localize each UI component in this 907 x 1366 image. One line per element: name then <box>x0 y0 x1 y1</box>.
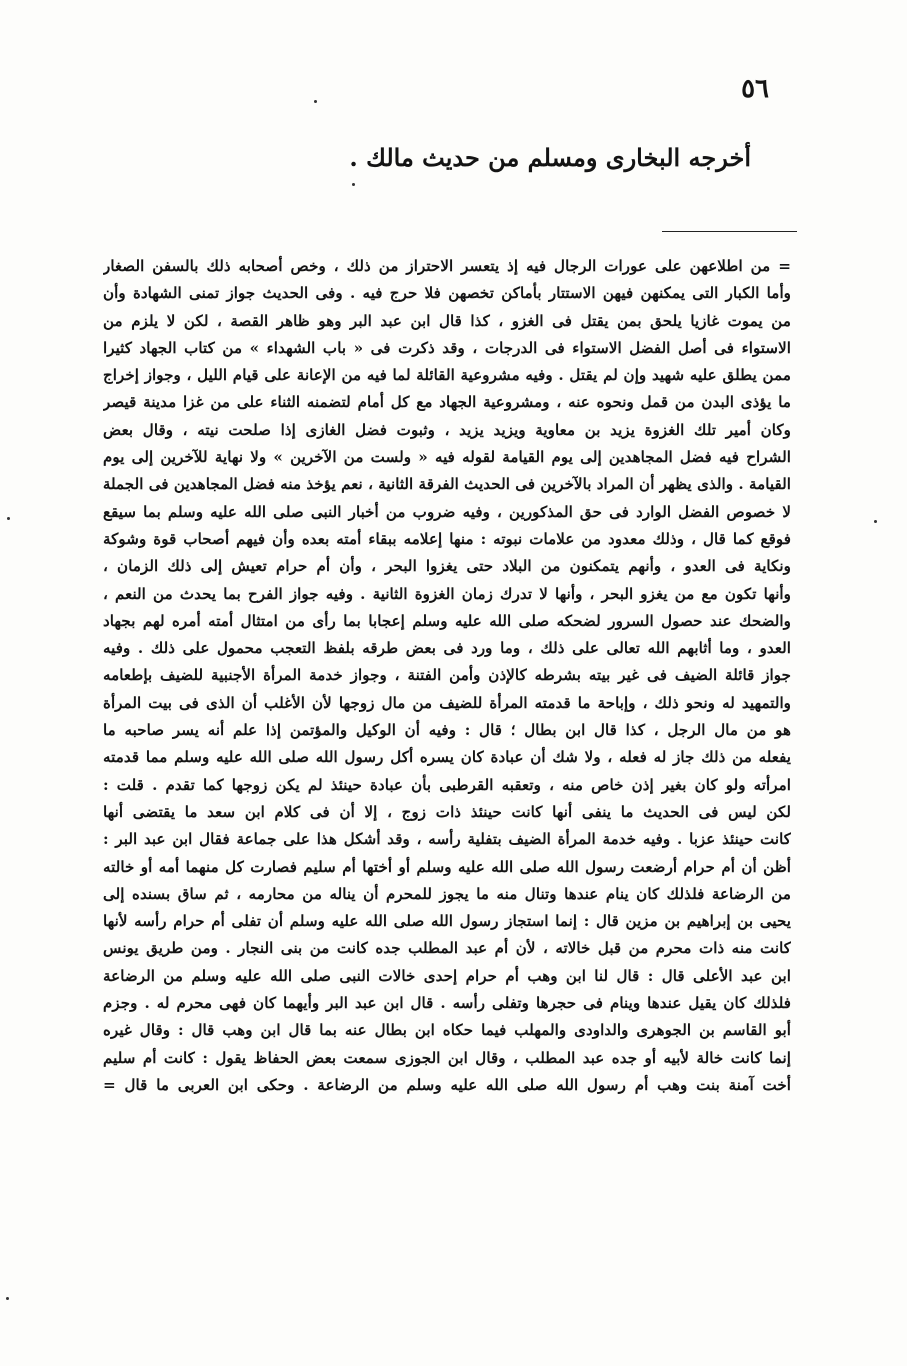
footnote-line: لا خصوص الفضل الوارد فى حق المذكورين ، وفيه ضروب من أخبار النبى صلى الله عليه وسلم بما سيقع <box>103 502 791 521</box>
footnote-line: والتمهيد له ونحو ذلك ، وإباحة ما قدمته المرأة للضيف من مال زوجها لأن الأغلب أن الذى فى بيت المرأة <box>103 693 791 712</box>
footnote-line: يفعله من ذلك جاز له فعله ، ولا شك أن عبادة كان يسره أكل رسول الله صلى الله عليه وسلم مما قدمته <box>103 748 791 767</box>
footnotes <box>103 253 791 1099</box>
footnote-line: فلذلك كان يقيل عندها وينام فى حجرها وتفلى رأسه . قال ابن عبد البر وأيهما كان فهى محرم له . وجزم <box>103 994 791 1013</box>
footnote-line: فوقع كما قال ، وذلك معدود من علامات نبوته : منها إعلامه ببقاء أمته بعده وأن فيهم أصحاب قوة وشوكة <box>103 529 791 548</box>
footnote-line: ما يؤذى البدن من قمل ونحوه عنه ، ومشروعية الجهاد مع كل أمام لتضمنه الثناء على من غزا مدينة قيصر <box>103 393 791 412</box>
scan-speck <box>314 100 317 103</box>
footnote-line: جواز قائلة الضيف فى غير بيته بشرطه كالإذن وأمن الفتنة ، وجواز خدمة المرأة الأجنبية للضيف بإطعامه <box>103 666 791 685</box>
footnote-line: هو من مال الرجل ، كذا قال ابن بطال ؛ قال : وفيه أن الوكيل والمؤتمن إذا علم أنه يسر صاحبه ما <box>103 721 791 740</box>
footnote-line: أخت آمنة بنت وهب أم رسول الله صلى الله عليه وسلم من الرضاعة . وحكى ابن العربى ما قال = <box>103 1075 791 1094</box>
footnote-line: وكان أمير تلك الغزوة يزيد بن معاوية ويزيد يزيد ، وثبوت فضل الغازى إذا صلحت نيته ، وقال بعض <box>103 420 791 439</box>
footnote-separator <box>662 231 797 232</box>
footnote-line: القيامة . والذى يظهر أن المراد بالآخرين فى الحديث الفرقة الثانية ، نعم يؤخذ منه فضل المجاهدين فى الجملة <box>103 475 791 494</box>
footnote-line: الاستواء فى أصل الفضل الاستواء فى الدرجات ، وقد ذكرت فى « باب الشهداء » من كتاب الجهاد كثيرا <box>103 338 791 357</box>
footnote-line: لكن ليس فى الحديث ما ينفى أنها كانت حينئذ ذات زوج ، إلا أن فى كلام ابن سعد ما يقتضى أنها <box>103 802 791 821</box>
footnote-line: يحيى بن إبراهيم بن مزين قال : إنما استجاز رسول الله صلى الله عليه وسلم أن تفلى أم حرام رأسه لأنها <box>103 912 791 931</box>
footnote-line: كانت حينئذ عزبا . وفيه خدمة المرأة الضيف بتفلية رأسه ، وقد أشكل هذا على جماعة فقال ابن عبد البر : <box>103 830 791 849</box>
main-text: أخرجه البخارى ومسلم من حديث مالك . <box>349 143 751 172</box>
scan-speck <box>874 520 877 523</box>
footnote-line: وأنها تكون مع من يغزو البحر ، وأنها لا تدرك زمان الغزوة الثانية . وفيه جواز الفرح بما يحدث من النعم ، <box>103 584 791 603</box>
footnote-line: ونكاية فى العدو ، وأنهم يتمكنون من البلاد حتى يغزوا البحر ، وأن أم حرام تعيش إلى ذلك الزمان ، <box>103 557 791 576</box>
scan-speck <box>7 517 10 520</box>
scan-speck <box>6 1297 9 1300</box>
footnote-line: = من اطلاعهن على عورات الرجال فيه إذ يتعسر الاحتراز من ذلك ، وخص أصحابه ذلك بالسفن الصغار <box>103 257 791 275</box>
footnote-line: من الرضاعة فلذلك كان ينام عندها وتنال منه ما يجوز للمحرم أن يناله من محارمه ، ثم ساق بسنده إلى <box>103 884 791 903</box>
footnote-line: ممن يطلق عليه شهيد وإن لم يقتل . وفيه مشروعية القائلة لما فيه من الإعانة على قيام الليل ، وجواز إخراج <box>103 366 791 385</box>
footnote-line: الشراح فيه فضل المجاهدين إلى يوم القيامة لقوله فيه « ولست من الآخرين » ولا نهاية للآخرين إلى يوم <box>103 448 791 467</box>
footnote-line: امرأته ولو كان بغير إذن خاص منه ، وتعقبه القرطبى بأن عبادة حينئذ لم يكن زوجها كما تقدم . قلت : <box>103 775 791 794</box>
footnote-line: من يموت غازيا يلحق بمن يقتل فى الغزو ، كذا قال ابن عبد البر وهو ظاهر القصة ، لكن لا يلزم من <box>103 311 791 330</box>
footnote-line: ابن عبد الأعلى قال : قال لنا ابن وهب أم حرام إحدى خالات النبى صلى الله عليه وسلم من الرضاعة <box>103 966 791 985</box>
page-number: ٥٦ <box>741 74 769 104</box>
footnote-line: والضحك عند حصول السرور لضحكه صلى الله عليه وسلم إعجابا بما رأى من امتثال أمته أمره لهم بجهاد <box>103 611 791 630</box>
footnote-line: أبو القاسم بن الجوهرى والداودى والمهلب فيما حكاه ابن بطال عنه بما قال ابن وهب قال : وقال غيره <box>103 1021 791 1040</box>
footnote-line: أظن أن أم حرام أرضعت رسول الله صلى الله عليه وسلم أو أختها أم سليم فصارت كل منهما أمه أو خالته <box>103 857 791 876</box>
footnote-line: إنما كانت خالة لأبيه أو جده عبد المطلب ، وقال ابن الجوزى سمعت بعض الحفاظ يقول : كانت أم سليم <box>103 1048 791 1067</box>
footnote-line: العدو ، وما أثابهم الله تعالى على ذلك ، وما ورد فى بعض طرقه بلفظ التعجب محمول على ذلك . وفيه <box>103 639 791 658</box>
footnote-line: كانت منه ذات محرم من قبل خالاته ، لأن أم عبد المطلب جده كانت من بنى النجار . ومن طريق يونس <box>103 939 791 958</box>
scan-speck <box>352 183 355 186</box>
footnote-line: وأما الكبار التى يمكنهن فيهن الاستتار بأماكن تخصهن فلا حرج فيه . وفى الحديث جواز تمنى الشهادة وأن <box>103 284 791 303</box>
